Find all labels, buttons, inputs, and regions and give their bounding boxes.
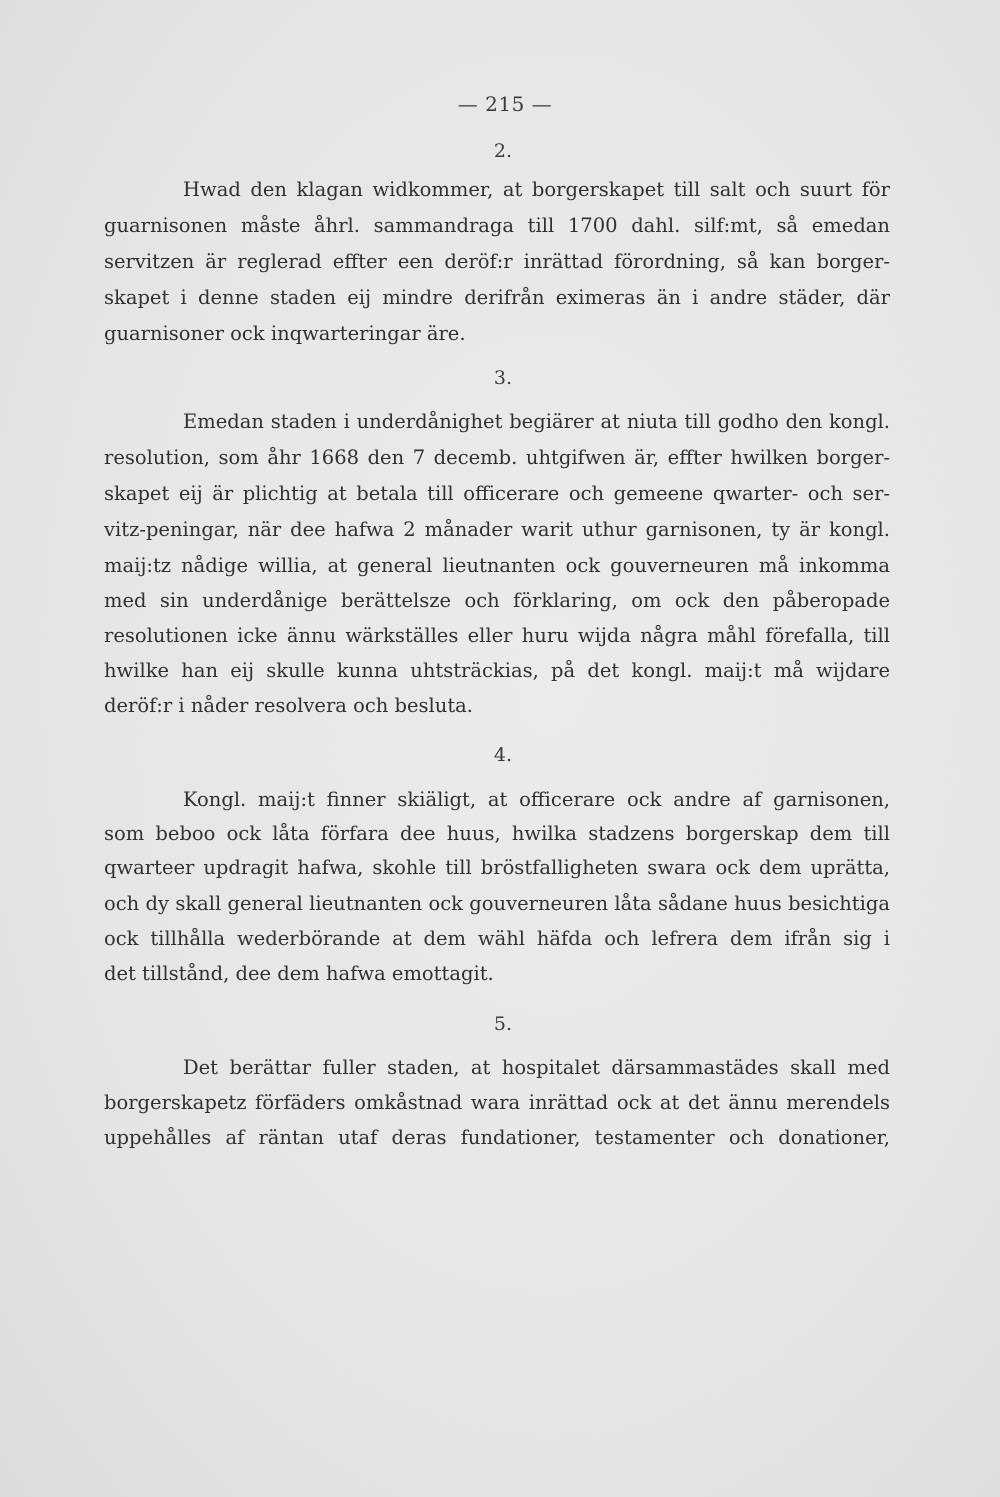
paragraph-line: Emedan staden i underdånighet begiärer at niuta till godho den kongl.	[183, 410, 890, 433]
paragraph-line: borgerskapetz förfäders omkåstnad wara inrättad ock at det ännu merendels	[104, 1091, 890, 1114]
section-number-4: 4.	[493, 744, 513, 766]
paragraph-line: Kongl. maij:t finner skiäligt, at officerare ock andre af garnisonen,	[183, 788, 890, 811]
paragraph-line: vitz-peningar, när dee hafwa 2 månader warit uthur garnisonen, ty är kongl.	[104, 518, 890, 541]
section-number-2: 2.	[493, 140, 513, 162]
paragraph-line: som beboo ock låta förfara dee huus, hwilka stadzens borgerskap dem till	[104, 822, 890, 845]
paragraph-line: ock tillhålla wederbörande at dem wähl häfda och lefrera dem ifrån sig i	[104, 927, 890, 950]
paragraph-line: skapet eij är plichtig at betala till officerare och gemeene qwarter- och ser-	[104, 482, 890, 505]
paragraph-line: uppehålles af räntan utaf deras fundationer, testamenter och donationer,	[104, 1126, 890, 1149]
paragraph-line: skapet i denne staden eij mindre derifrån eximeras än i andre städer, där	[104, 286, 890, 309]
paragraph-line: Det berättar fuller staden, at hospitalet därsammastädes skall med	[183, 1056, 890, 1079]
page-number: — 215 —	[457, 92, 553, 116]
paragraph-line: det tillstånd, dee dem hafwa emottagit.	[104, 962, 494, 985]
paragraph-line: qwarteer updragit hafwa, skohle till bröstfalligheten swara ock dem uprätta,	[104, 856, 890, 879]
paragraph-line: guarnisonen måste åhrl. sammandraga till 1700 dahl. silf:mt, så emedan	[104, 214, 890, 237]
paragraph-line: resolution, som åhr 1668 den 7 decemb. uhtgifwen är, effter hwilken borger-	[104, 446, 890, 469]
paragraph-line: guarnisoner ock inqwarteringar äre.	[104, 322, 466, 345]
paragraph-line: med sin underdånige berättelsze och förklaring, om ock den påberopade	[104, 589, 890, 612]
paragraph-line: resolutionen icke ännu wärkställes eller huru wijda några måhl förefalla, till	[104, 624, 890, 647]
section-number-5: 5.	[493, 1013, 513, 1035]
paragraph-line: maij:tz nådige willia, at general lieutnanten ock gouverneuren må inkomma	[104, 554, 890, 577]
paragraph-line: hwilke han eij skulle kunna uhtsträckias, på det kongl. maij:t må wijdare	[104, 659, 890, 682]
section-number-3: 3.	[493, 367, 513, 389]
paragraph-line: deröf:r i nåder resolvera och besluta.	[104, 694, 474, 717]
paragraph-line: Hwad den klagan widkommer, at borgerskapet till salt och suurt för	[183, 178, 890, 201]
paragraph-line: och dy skall general lieutnanten ock gouverneuren låta sådane huus besichtiga	[104, 892, 890, 915]
paragraph-line: servitzen är reglerad effter een deröf:r inrättad förordning, så kan borger-	[104, 250, 890, 273]
